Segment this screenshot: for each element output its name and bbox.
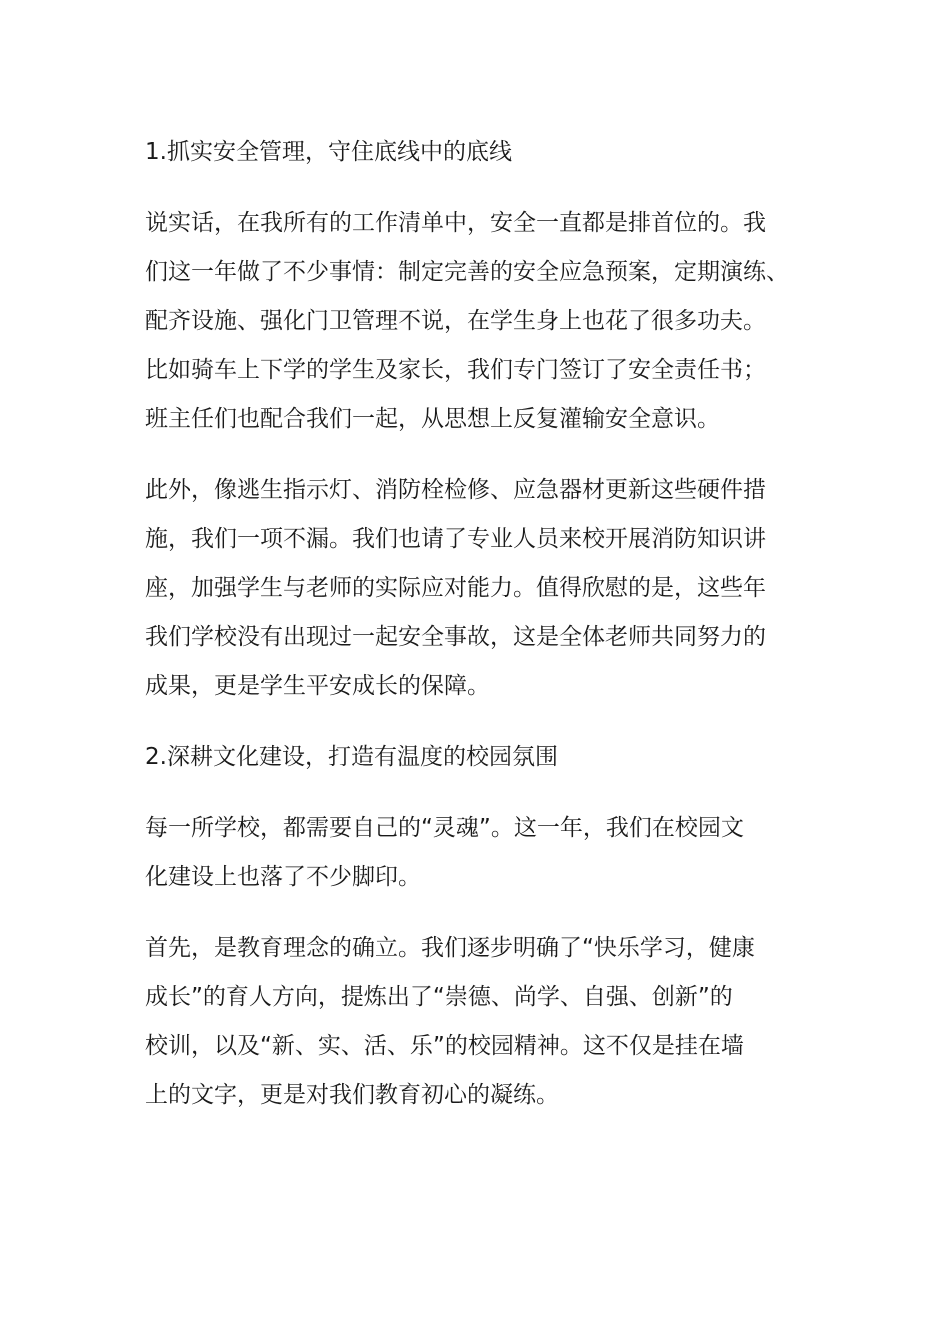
- paragraph: [145, 924, 805, 1120]
- text-line: 校训，以及“新、实、活、乐”的校园精神。这不仅是挂在墙: [145, 1033, 744, 1059]
- text-line: 班主任们也配合我们一起，从思想上反复灌输安全意识。: [145, 406, 720, 432]
- document-page: [145, 128, 805, 1142]
- text-line: 们这一年做了不少事情：制定完善的安全应急预案，定期演练、: [145, 259, 789, 285]
- text-line: 说实话，在我所有的工作清单中，安全一直都是排首位的。我: [145, 210, 766, 236]
- text-line: 此外，像逃生指示灯、消防栓检修、应急器材更新这些硬件措: [145, 477, 766, 503]
- text-line: 配齐设施、强化门卫管理不说，在学生身上也花了很多功夫。: [145, 308, 766, 334]
- text-line: 化建设上也落了不少脚印。: [145, 864, 421, 890]
- text-line: 施，我们一项不漏。我们也请了专业人员来校开展消防知识讲: [145, 526, 766, 552]
- paragraph: [145, 199, 805, 444]
- text-line: 首先，是教育理念的确立。我们逐步明确了“快乐学习，健康: [145, 935, 755, 961]
- paragraph: [145, 466, 805, 711]
- text-line: 比如骑车上下学的学生及家长，我们专门签订了安全责任书；: [145, 357, 766, 383]
- section-2: [145, 733, 805, 1120]
- section-1: [145, 128, 805, 711]
- section-heading: 1.抓实安全管理，守住底线中的底线: [145, 139, 512, 165]
- text-line: 座，加强学生与老师的实际应对能力。值得欣慰的是，这些年: [145, 575, 766, 601]
- text-line: 成果，更是学生平安成长的保障。: [145, 673, 490, 699]
- text-line: 每一所学校，都需要自己的“灵魂”。这一年，我们在校园文: [145, 815, 744, 841]
- text-line: 成长”的育人方向，提炼出了“崇德、尚学、自强、创新”的: [145, 984, 733, 1010]
- text-line: 上的文字，更是对我们教育初心的凝练。: [145, 1082, 559, 1108]
- paragraph: [145, 804, 805, 902]
- text-line: 我们学校没有出现过一起安全事故，这是全体老师共同努力的: [145, 624, 766, 650]
- section-heading: 2.深耕文化建设，打造有温度的校园氛围: [145, 744, 558, 770]
